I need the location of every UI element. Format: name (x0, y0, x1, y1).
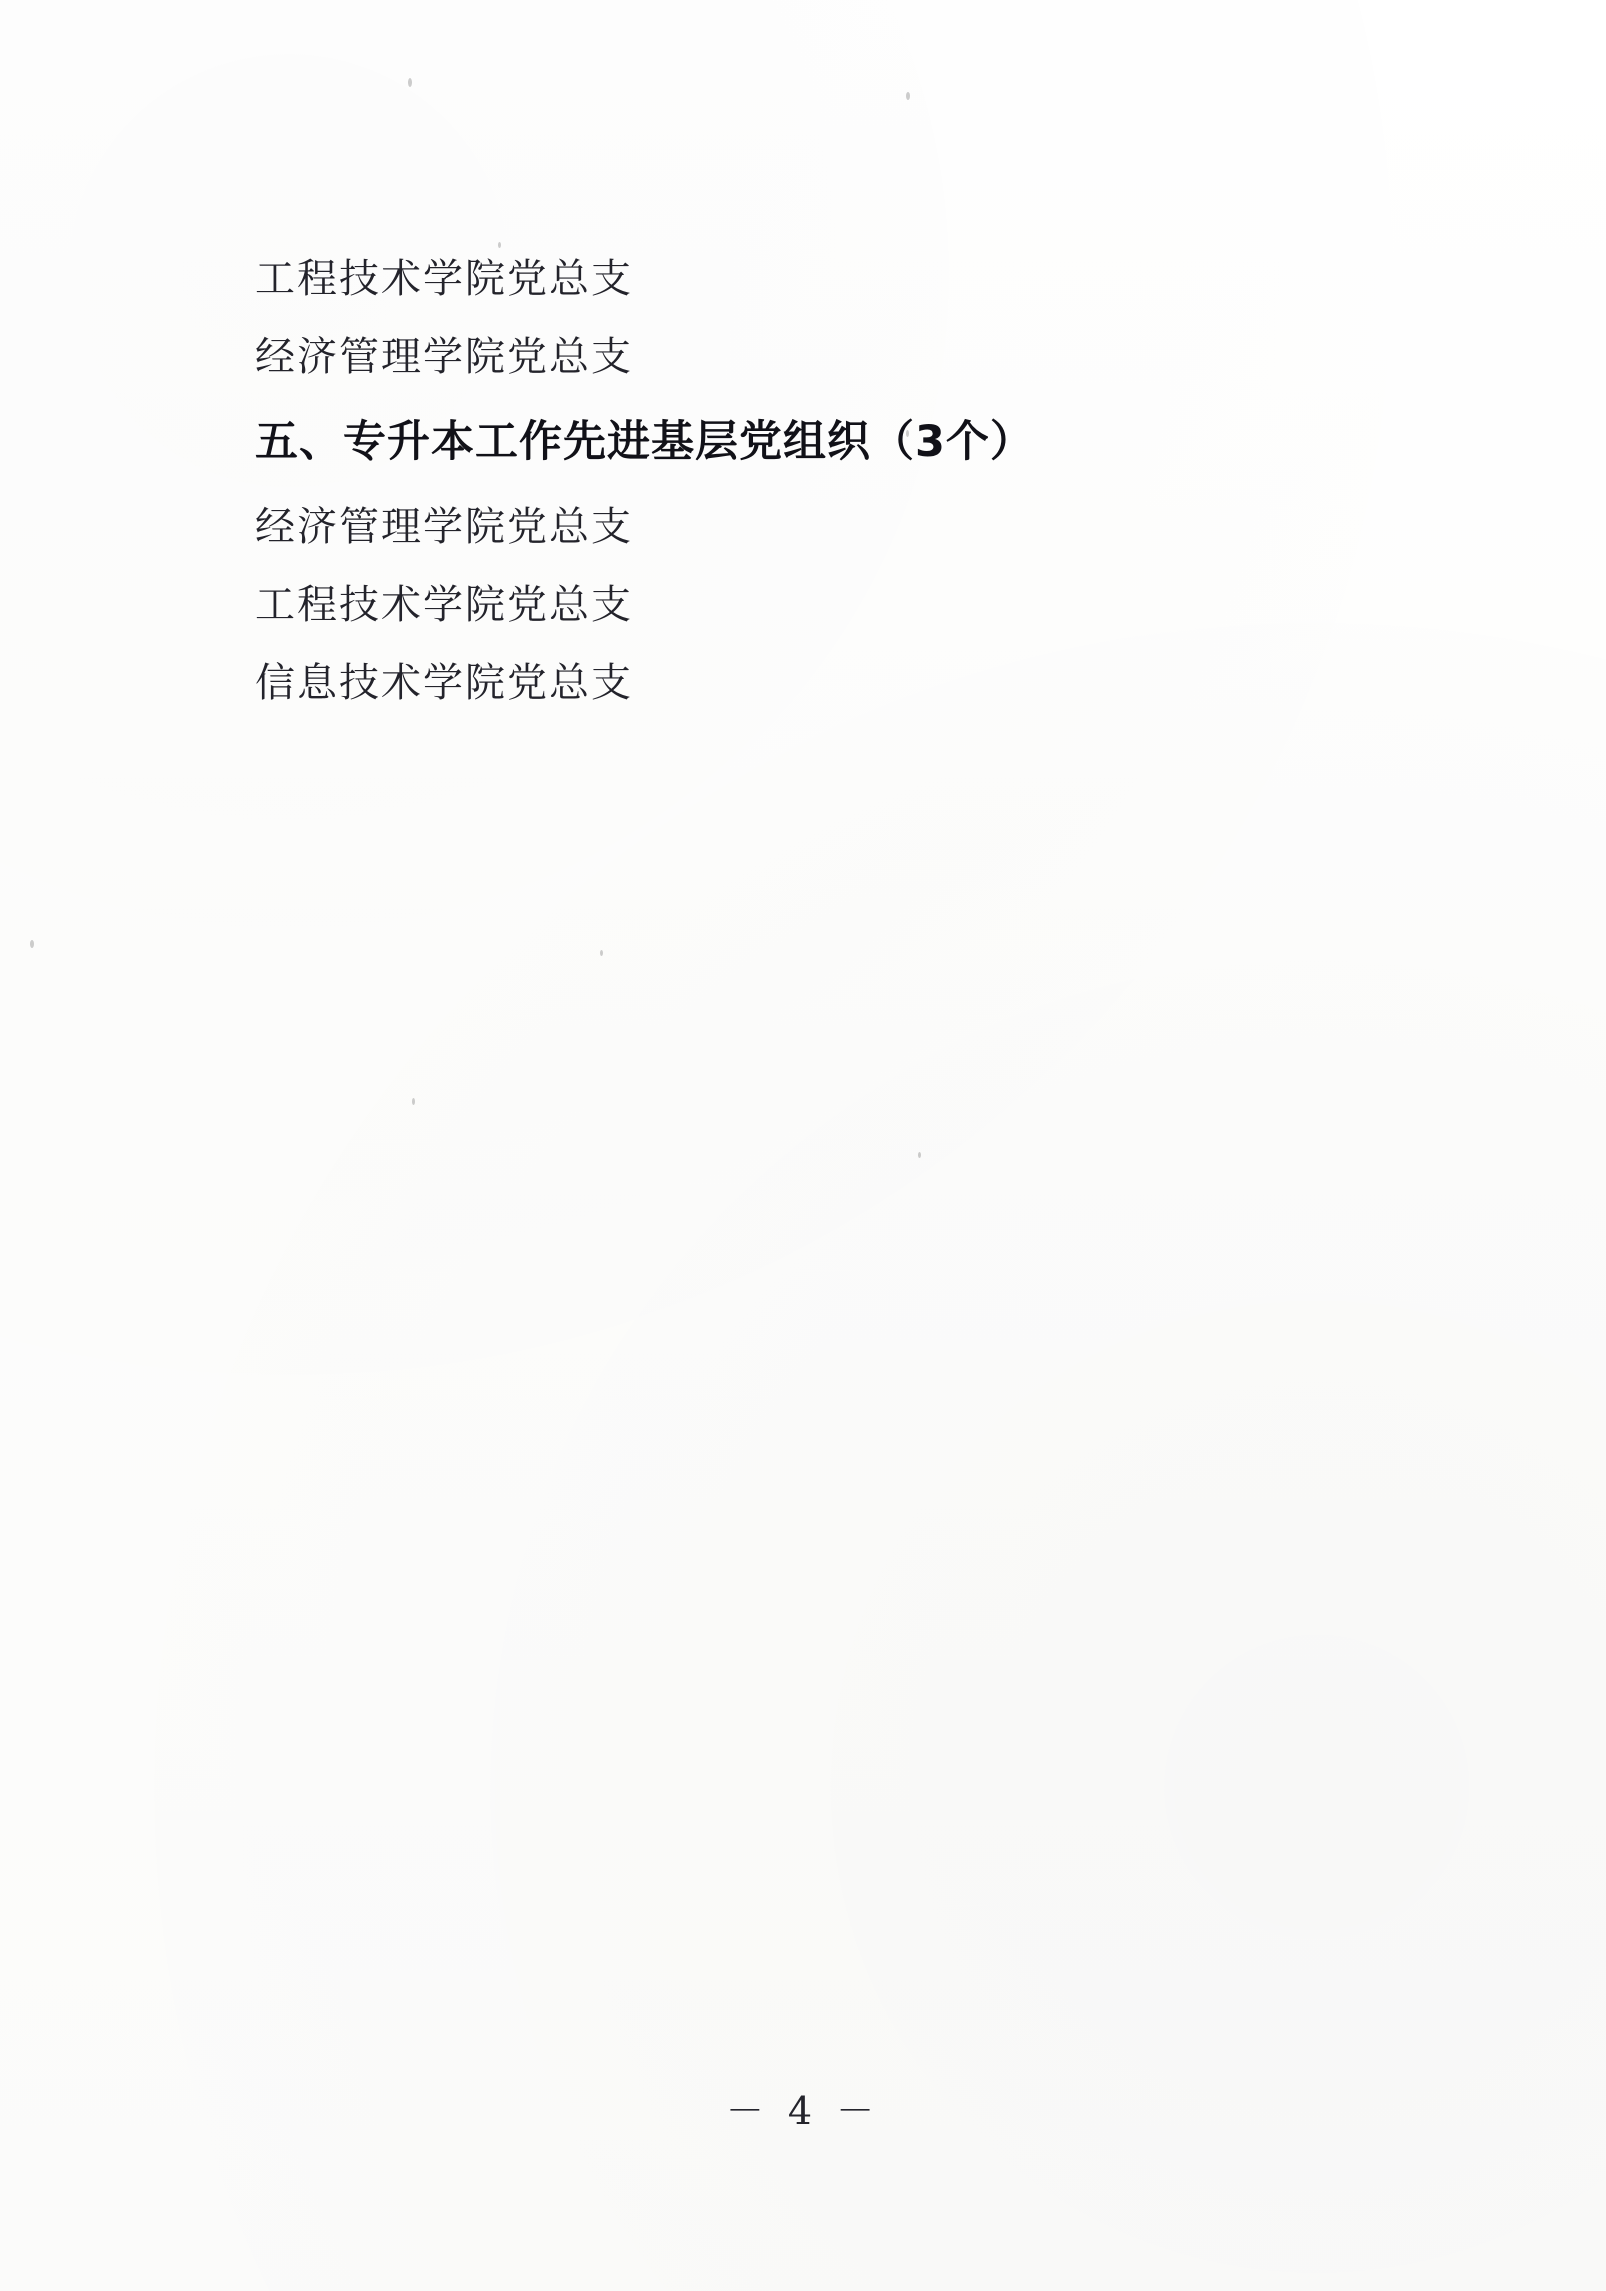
section-heading: 五、专升本工作先进基层党组织（3个） (255, 417, 1034, 467)
scan-speck (412, 1098, 415, 1105)
scan-speck (30, 940, 34, 948)
scan-speck (906, 92, 910, 100)
scan-speck (408, 78, 412, 87)
list-item: 经济管理学院党总支 (255, 334, 633, 380)
list-item: 信息技术学院党总支 (255, 660, 633, 706)
list-item: 经济管理学院党总支 (255, 504, 633, 550)
document-body (255, 240, 1355, 722)
page-number: － 4 － (725, 2089, 881, 2133)
list-item: 工程技术学院党总支 (255, 256, 633, 302)
scan-speck (918, 1152, 921, 1158)
list-item: 工程技术学院党总支 (255, 582, 633, 628)
scan-speck (600, 950, 603, 956)
